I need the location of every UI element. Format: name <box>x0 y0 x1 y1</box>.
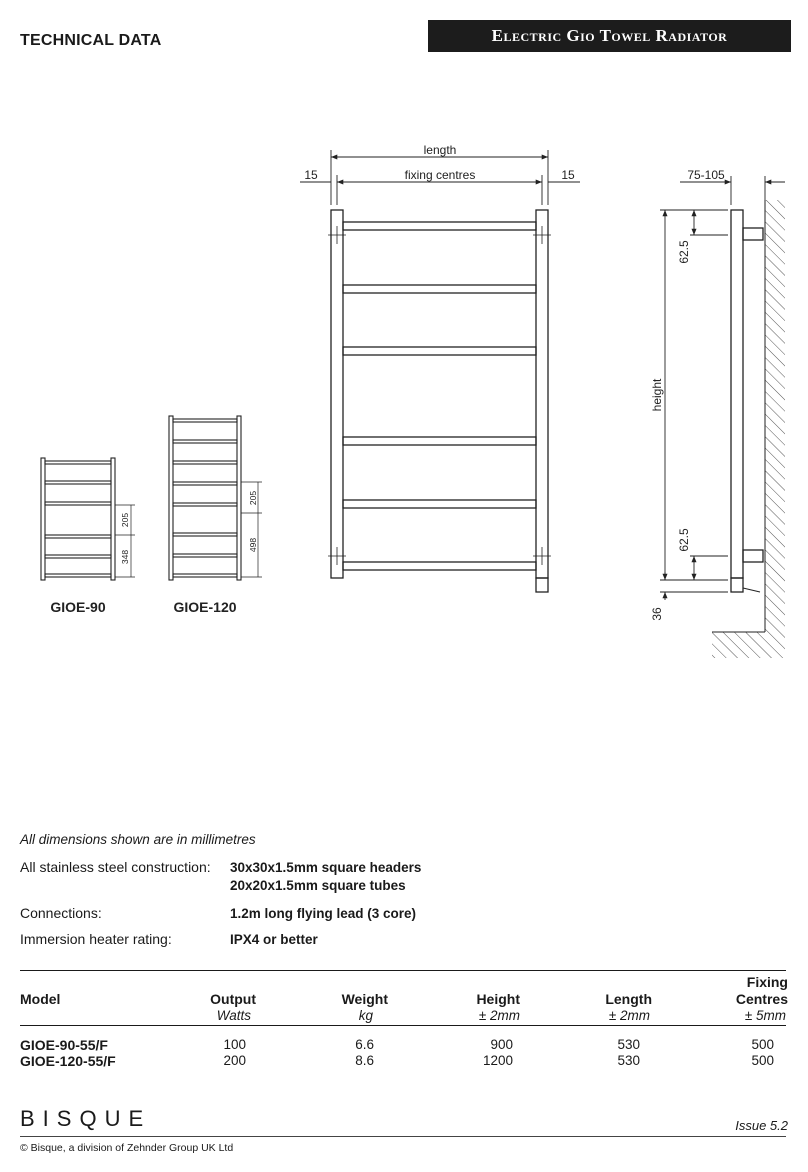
table-row-model: GIOE-90-55/F <box>20 1037 108 1053</box>
construction-value-tubes: 20x20x1.5mm square tubes <box>230 878 406 893</box>
header-height: Height <box>476 991 520 1007</box>
gioe-90-dim-b: 348 <box>120 549 130 565</box>
rating-label: Immersion heater rating: <box>20 931 172 947</box>
table-row-weight: 6.6 <box>355 1037 374 1052</box>
copyright: © Bisque, a division of Zehnder Group UK Ltd <box>20 1142 234 1154</box>
header-output-unit: Watts <box>216 1008 251 1023</box>
right-offset-label: 15 <box>561 168 575 182</box>
gioe-90-dim-a: 205 <box>120 512 130 528</box>
base-offset-label: 36 <box>650 607 664 621</box>
section-title: TECHNICAL DATA <box>20 32 162 49</box>
footer-rule <box>20 1136 786 1137</box>
gioe-120-label: GIOE-120 <box>173 599 237 615</box>
table-row-fixing: 500 <box>751 1037 774 1052</box>
height-dimension <box>660 210 728 600</box>
table-row-weight: 8.6 <box>355 1053 374 1068</box>
connections-value: 1.2m long flying lead (3 core) <box>230 906 417 921</box>
header-length: Length <box>605 991 652 1007</box>
header-fixing: Fixing <box>746 974 788 990</box>
dimensions-note: All dimensions shown are in millimetres <box>20 832 256 847</box>
top-offset-label: 62.5 <box>677 240 691 264</box>
header-weight: Weight <box>341 991 388 1007</box>
length-label: length <box>423 143 457 157</box>
table-row-output: 200 <box>223 1053 246 1068</box>
front-elevation <box>328 210 551 592</box>
height-label: height <box>650 378 664 412</box>
header-model: Model <box>20 991 61 1007</box>
table-row-height: 1200 <box>482 1053 513 1068</box>
product-title: Electric Gio Towel Radiator <box>491 26 728 45</box>
construction-value-headers: 30x30x1.5mm square headers <box>230 860 422 875</box>
bottom-offset-label: 62.5 <box>677 528 691 552</box>
table-row-length: 530 <box>617 1037 640 1052</box>
header-length-unit: ± 2mm <box>608 1008 650 1023</box>
connections-label: Connections: <box>20 905 102 921</box>
rating-value: IPX4 or better <box>230 932 318 947</box>
table-row-model: GIOE-120-55/F <box>20 1053 116 1069</box>
header-centres: Centres <box>735 991 788 1007</box>
side-elevation <box>731 210 763 592</box>
table-row-output: 100 <box>223 1037 246 1052</box>
construction-label: All stainless steel construction: <box>20 859 211 875</box>
table-top-rule <box>20 970 786 971</box>
left-offset-label: 15 <box>304 168 318 182</box>
gioe-90-label: GIOE-90 <box>50 599 106 615</box>
wall-gap-label: 75-105 <box>687 168 725 182</box>
header-weight-unit: kg <box>358 1008 373 1023</box>
issue-number: Issue 5.2 <box>735 1118 788 1133</box>
header-height-unit: ± 2mm <box>478 1008 520 1023</box>
table-row-height: 900 <box>490 1037 513 1052</box>
gioe-120-dim-a: 205 <box>248 490 258 506</box>
table-row-fixing: 500 <box>751 1053 774 1068</box>
header-output: Output <box>210 991 256 1007</box>
gioe-120-dim-b: 498 <box>248 537 258 553</box>
table-header-rule <box>20 1025 786 1026</box>
fixing-centres-label: fixing centres <box>404 168 476 182</box>
brand-logo: BISQUE <box>20 1106 152 1131</box>
header-fixing-unit: ± 5mm <box>744 1008 786 1023</box>
table-row-length: 530 <box>617 1053 640 1068</box>
